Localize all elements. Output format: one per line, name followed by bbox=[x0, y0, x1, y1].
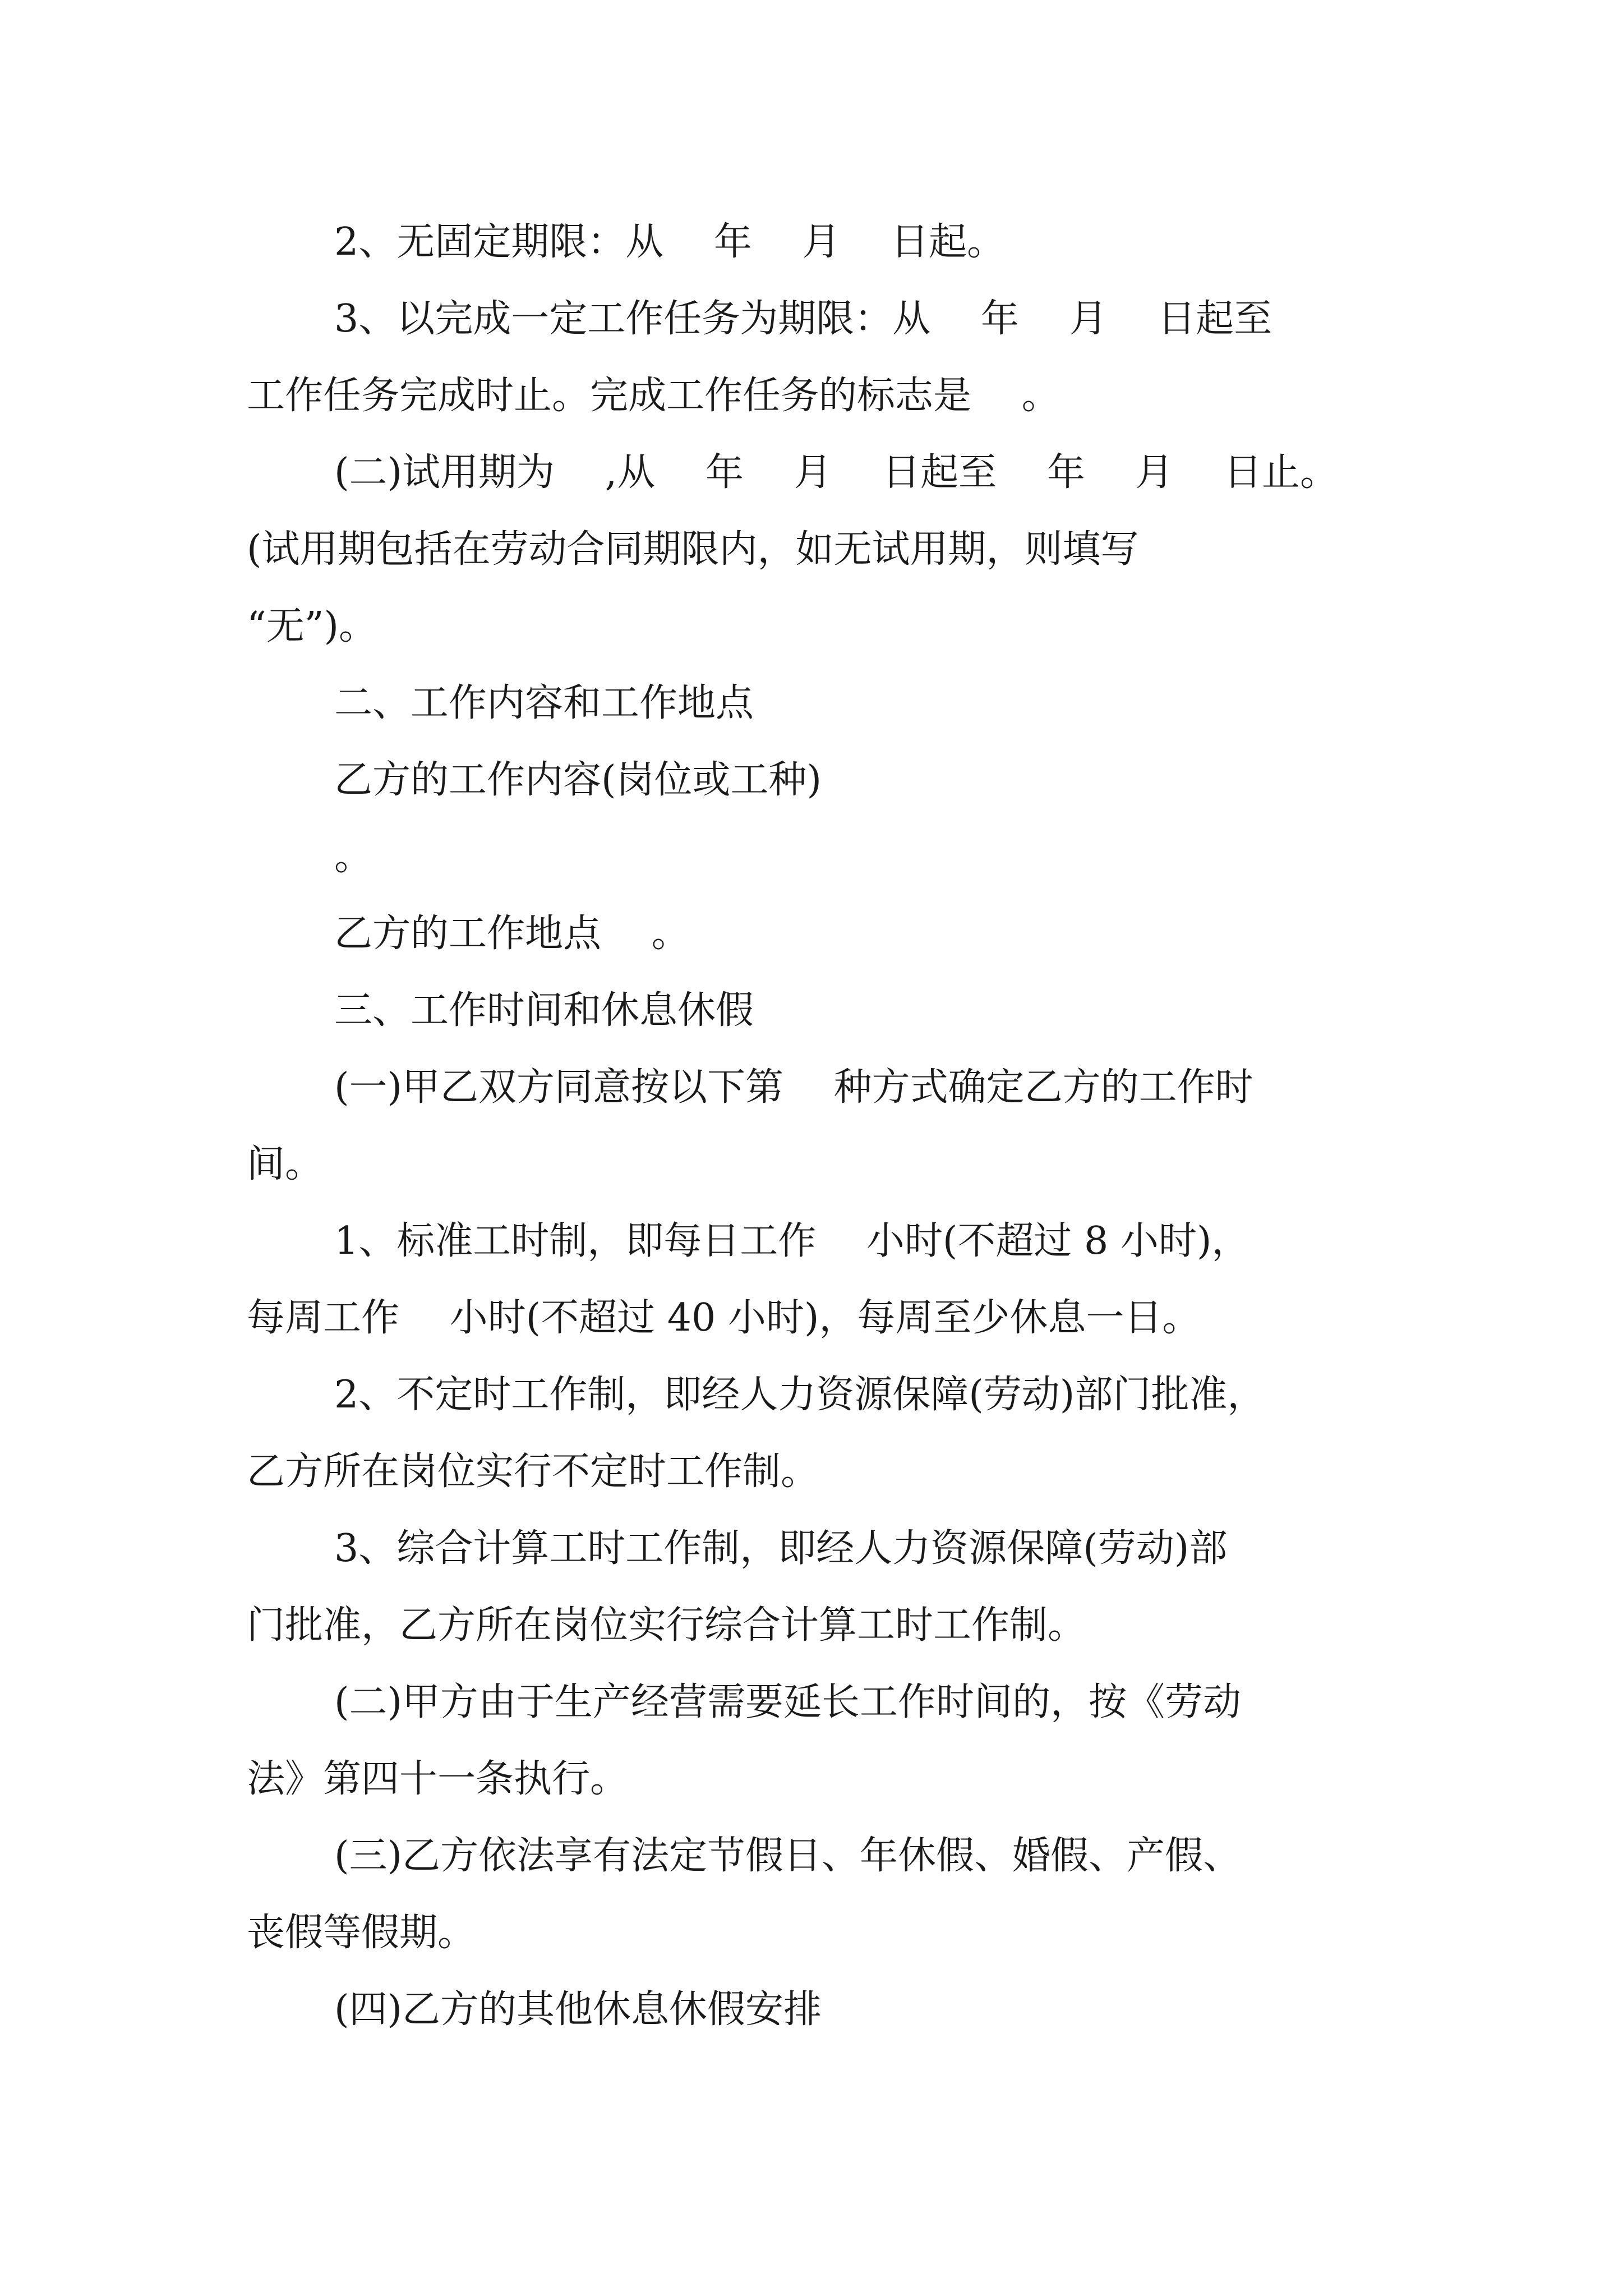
text-line: “无”)。 bbox=[247, 604, 377, 648]
text-line: (四)乙方的其他休息休假安排 bbox=[334, 1987, 822, 2032]
text-line: 乙方的工作内容(岗位或工种) bbox=[334, 758, 822, 802]
text-line: 。 bbox=[334, 835, 373, 879]
text-line: 2、无固定期限：从 年 月 日起。 bbox=[334, 220, 1006, 264]
text-line: 乙方的工作地点 。 bbox=[334, 912, 690, 956]
section-heading: 二、工作内容和工作地点 bbox=[334, 681, 754, 725]
text-line: 每周工作 小时(不超过 40 小时)，每周至少休息一日。 bbox=[247, 1296, 1201, 1340]
text-line: 间。 bbox=[247, 1142, 324, 1186]
text-line: 1、标准工时制，即每日工作 小时(不超过 8 小时)， bbox=[334, 1219, 1250, 1263]
text-line: (试用期包括在劳动合同期限内，如无试用期，则填写 bbox=[247, 527, 1139, 572]
text-line: 门批准，乙方所在岗位实行综合计算工时工作制。 bbox=[247, 1603, 1086, 1648]
text-line: 3、综合计算工时工作制，即经人力资源保障(劳动)部 bbox=[334, 1526, 1228, 1571]
text-line: 2、不定时工作制，即经人力资源保障(劳动)部门批准， bbox=[334, 1373, 1266, 1417]
section-heading: 三、工作时间和休息休假 bbox=[334, 988, 754, 1033]
text-line: 乙方所在岗位实行不定时工作制。 bbox=[247, 1450, 819, 1494]
text-line: (三)乙方依法享有法定节假日、年休假、婚假、产假、 bbox=[334, 1834, 1242, 1878]
text-line: 3、以完成一定工作任务为期限：从 年 月 日起至 bbox=[334, 297, 1272, 341]
text-line: 丧假等假期。 bbox=[247, 1911, 476, 1955]
text-line: 法》第四十一条执行。 bbox=[247, 1757, 629, 1801]
text-line: 工作任务完成时止。完成工作任务的标志是 。 bbox=[247, 374, 1060, 418]
text-line: (一)甲乙双方同意按以下第 种方式确定乙方的工作时 bbox=[334, 1065, 1253, 1110]
text-line: (二)试用期为 ,从 年 月 日起至 年 月 日止。 bbox=[334, 450, 1338, 495]
text-line: (二)甲方由于生产经营需要延长工作时间的，按《劳动 bbox=[334, 1680, 1242, 1724]
